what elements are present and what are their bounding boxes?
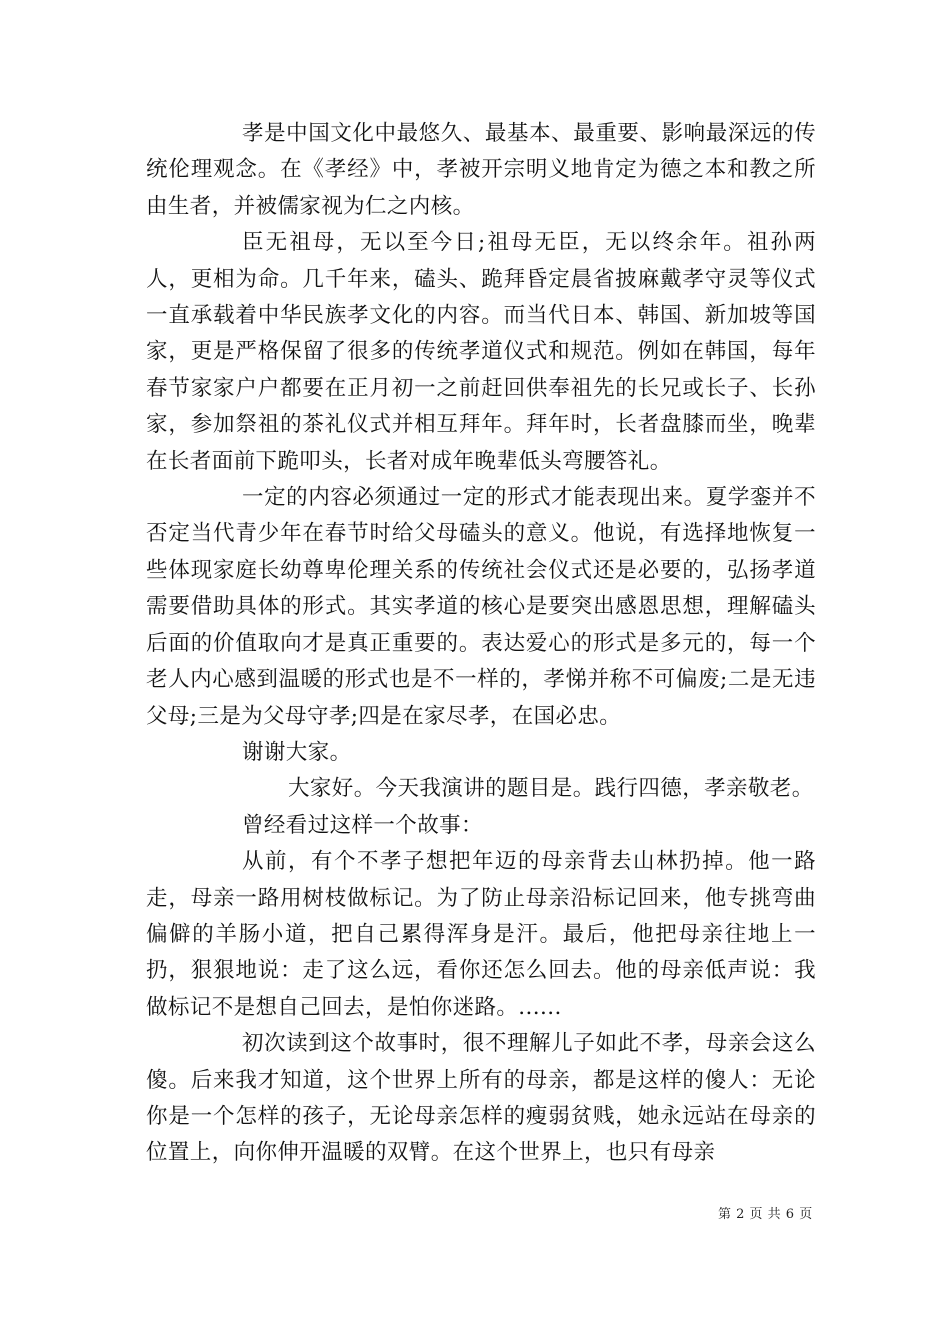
paragraph-speech-title: 大家好。今天我演讲的题目是。践行四德，孝亲敬老。 (288, 776, 814, 802)
paragraph-filial-piety-intro: 孝是中国文化中最悠久、最基本、最重要、影响最深远的传统伦理观念。在《孝经》中，孝被开宗明义地肯定为德之本和教之所由生者，并被儒家视为仁之内核。 (146, 121, 816, 219)
paragraph-thanks: 谢谢大家。 (242, 739, 352, 765)
paragraph-reflection: 初次读到这个故事时，很不理解儿子如此不孝，母亲会这么傻。后来我才知道，这个世界上所有的母亲，都是这样的傻人：无论你是一个怎样的孩子，无论母亲怎样的瘦弱贫贱，她永远站在母亲的位置上，向你伸开温暖的双臂。在这个世界上，也只有母亲 (146, 1031, 816, 1166)
paragraph-story: 从前，有个不孝子想把年迈的母亲背去山林扔掉。他一路走，母亲一路用树枝做标记。为了防止母亲沿标记回来，他专挑弯曲偏僻的羊肠小道，把自己累得浑身是汗。最后，他把母亲往地上一扔，狠狠地说：走了这么远，看你还怎么回去。他的母亲低声说：我做标记不是想自己回去，是怕你迷路。...... (146, 849, 816, 1020)
paragraph-grandmother-rituals: 臣无祖母，无以至今日;祖母无臣，无以终余年。祖孙两人，更相为命。几千年来，磕头、跪拜昏定晨省披麻戴孝守灵等仪式一直承载着中华民族孝文化的内容。而当代日本、韩国、新加坡等国家，更是严格保留了很多的传统孝道仪式和规范。例如在韩国，每年春节家家户户都要在正月初一之前赶回供奉祖先的长兄或长子、长孙家，参加祭祖的茶礼仪式并相互拜年。拜年时，长者盘膝而坐，晚辈在长者面前下跪叩头，长者对成年晚辈低头弯腰答礼。 (146, 230, 816, 474)
page-number-footer: 第 2 页 共 6 页 (718, 1207, 813, 1222)
paragraph-story-lead: 曾经看过这样一个故事： (242, 812, 483, 838)
document-body (146, 116, 816, 1172)
paragraph-form-and-content: 一定的内容必须通过一定的形式才能表现出来。夏学銮并不否定当代青少年在春节时给父母磕头的意义。他说，有选择地恢复一些体现家庭长幼尊卑伦理关系的传统社会仪式还是必要的，弘扬孝道需要借助具体的形式。其实孝道的核心是要突出感恩思想，理解磕头后面的价值取向才是真正重要的。表达爱心的形式是多元的，每一个老人内心感到温暖的形式也是不一样的，孝悌并称不可偏废;二是无违父母;三是为父母守孝;四是在家尽孝，在国必忠。 (146, 485, 816, 729)
